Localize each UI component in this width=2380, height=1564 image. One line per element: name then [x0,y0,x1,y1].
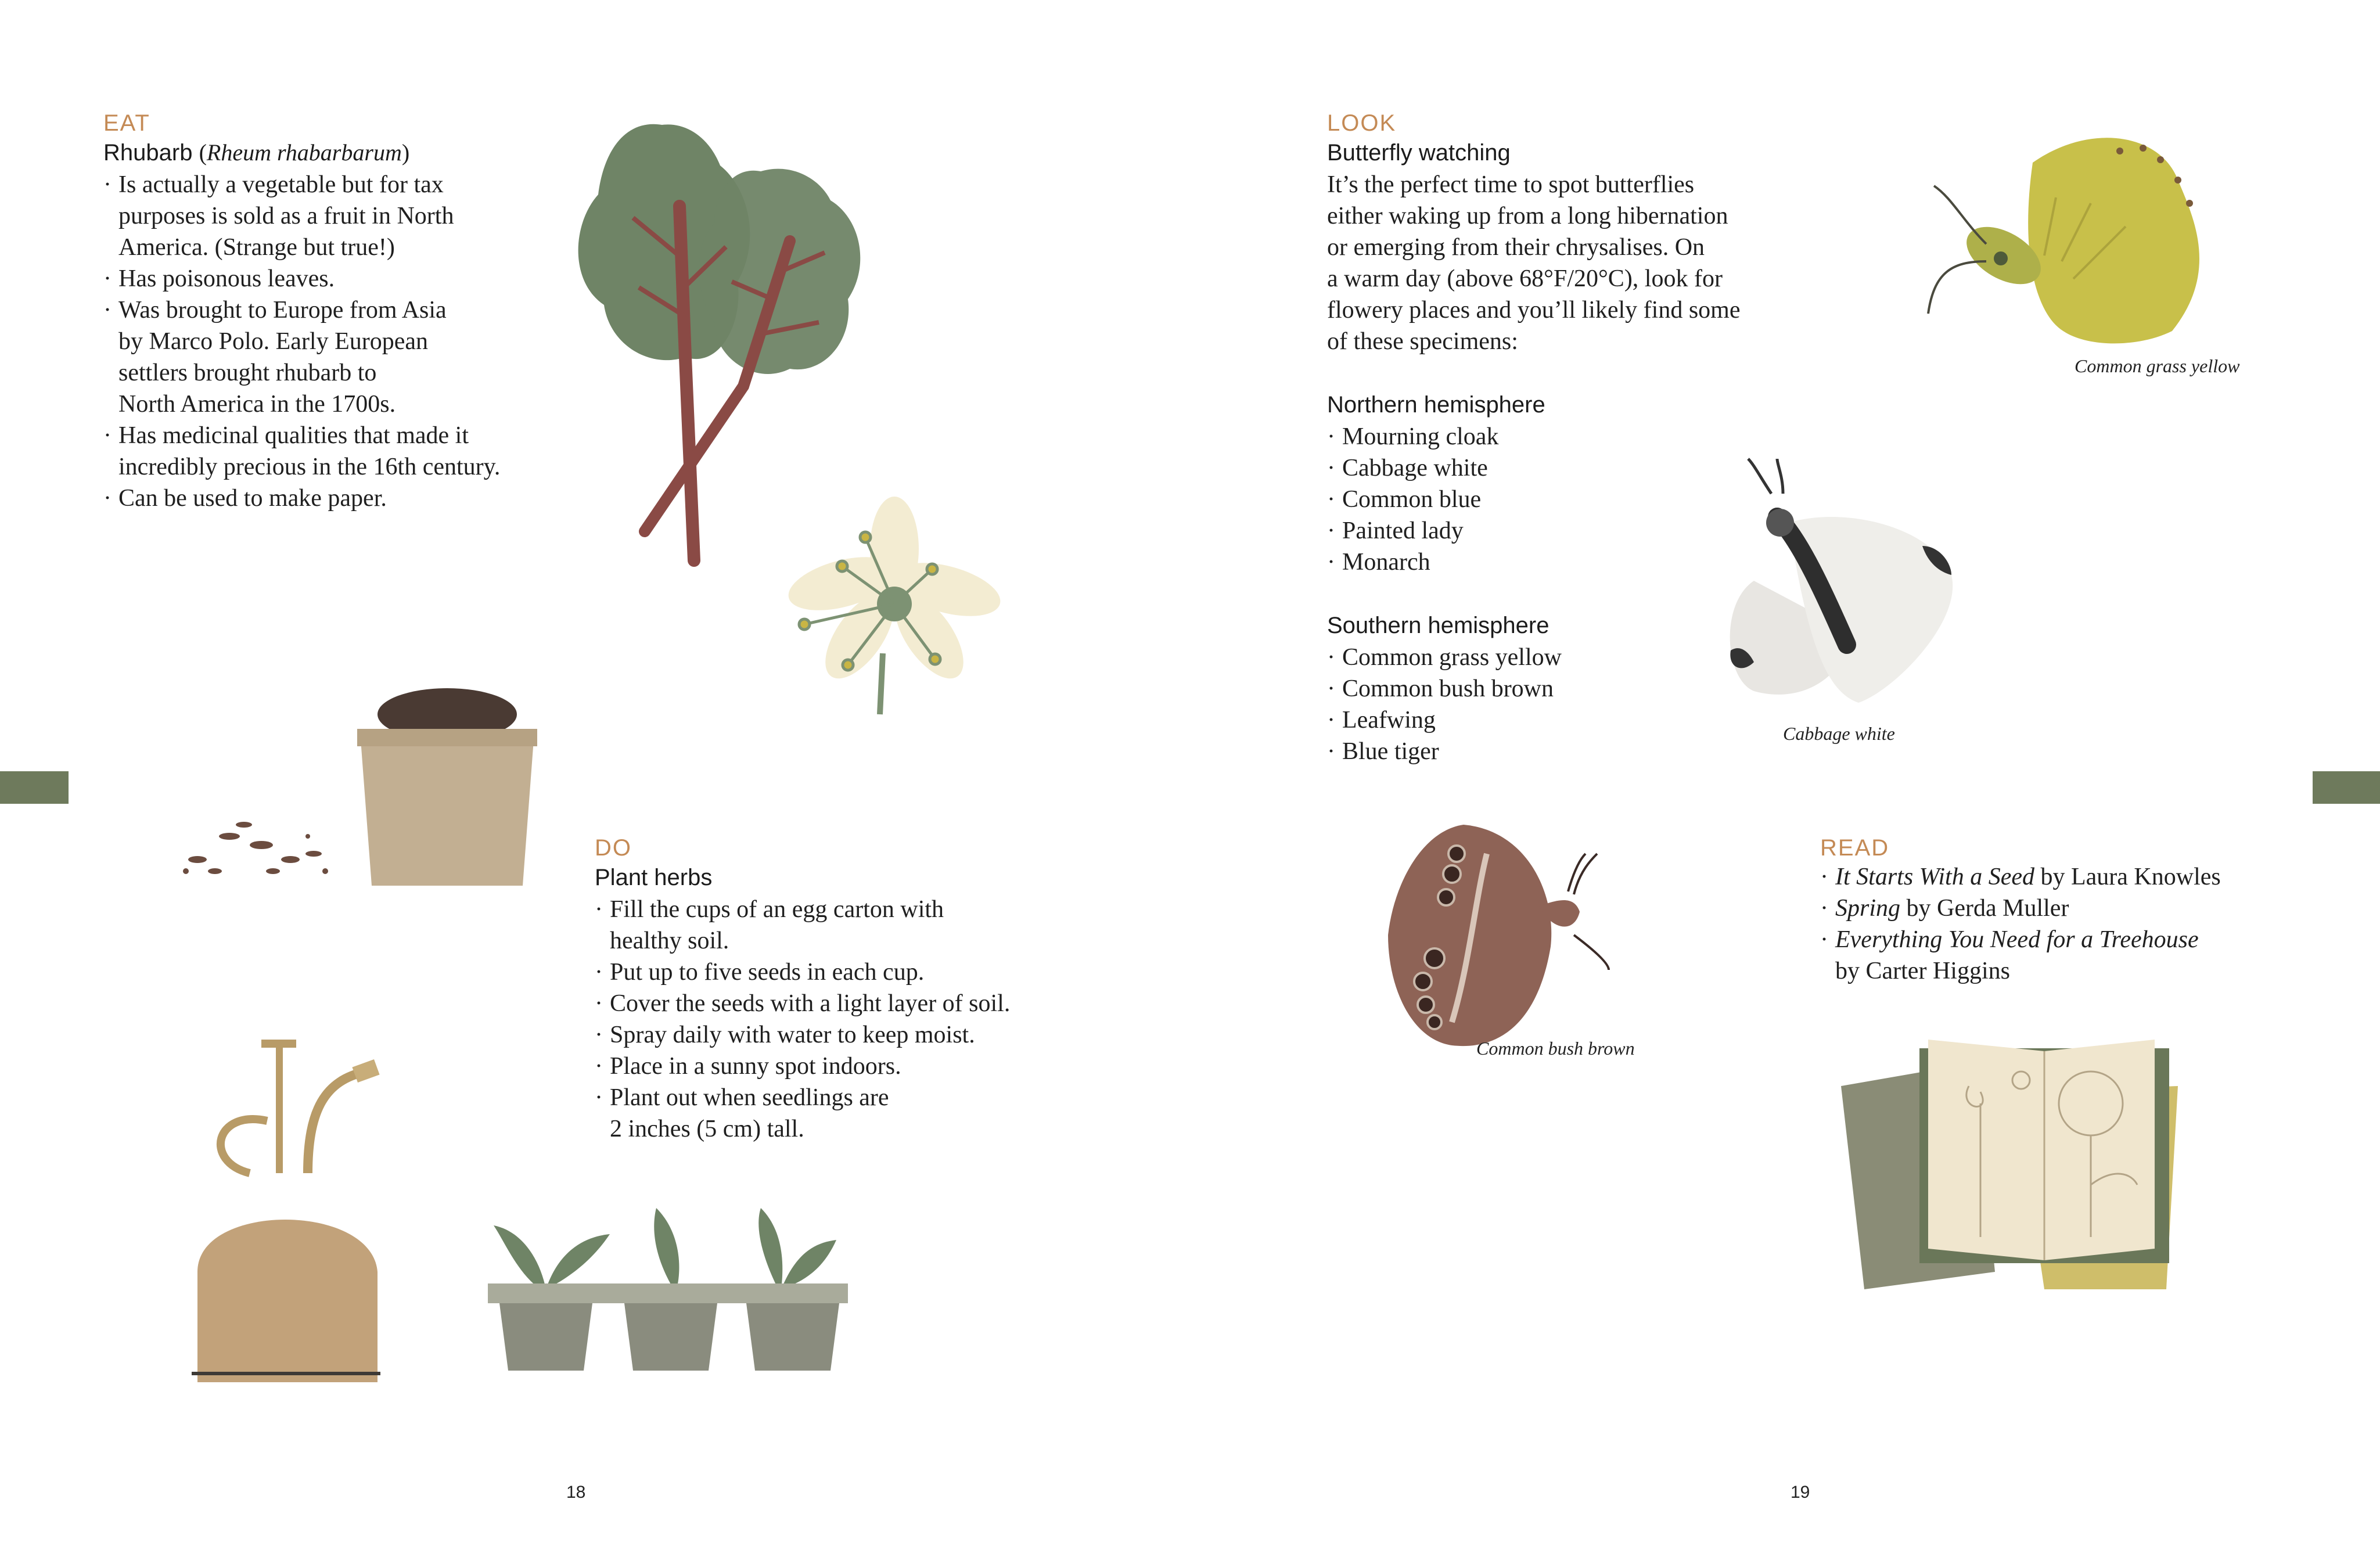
do-section [595,835,1117,1145]
seed-pot-illustration [174,685,546,894]
do-list-item-line: Place in a sunny spot indoors. [610,1053,901,1080]
eat-section [103,110,568,514]
eat-list-item-line: Can be used to make paper. [118,485,387,512]
read-list-item [1820,893,2343,924]
do-subtitle: Plant herbs [595,865,713,890]
eat-list-item-line: Has poisonous leaves. [118,265,335,292]
north-list-item: · Painted lady [1327,515,1850,546]
look-paragraph [1327,169,1850,357]
watering-can-illustration [180,1040,412,1388]
seedling-tray-illustration [482,1185,854,1382]
do-list-item [595,1051,1117,1082]
eat-list-item-line: America. (Strange but true!) [118,234,395,261]
look-subtitle: Butterfly watching [1327,140,1511,166]
eat-list-item [103,169,568,263]
north-list-item: · Mourning cloak [1327,421,1850,452]
eat-list-item [103,294,568,420]
rhubarb-latin: Rheum rhabarbarum [206,139,402,166]
look-paragraph-line: either waking up from a long hibernation [1327,203,1728,229]
read-section [1820,835,2343,987]
book-author: by Gerda Muller [1900,895,2069,922]
page-number-left: 18 [566,1483,586,1502]
do-list-item-line: Spray daily with water to keep moist. [610,1022,975,1048]
eat-list [103,169,568,514]
book-title: Everything You Need for a Treehouse [1835,926,2199,953]
book-title: It Starts With a Seed [1835,864,2034,890]
book-title: Spring [1835,895,1901,922]
do-list-item-line: Put up to five seeds in each cup. [610,959,925,986]
do-list-item-line: healthy soil. [610,927,729,954]
grass-yellow-butterfly [1917,128,2219,360]
do-list-item [595,1019,1117,1051]
look-paragraph-line: a warm day (above 68°F/20°C), look for [1327,265,1723,292]
look-paragraph-line: of these specimens: [1327,328,1518,355]
eat-subtitle: Rhubarb (Rheum rhabarbarum) [103,139,410,166]
do-list-item [595,957,1117,988]
look-paragraph-line: or emerging from their chrysalises. On [1327,234,1705,261]
north-title: Northern hemisphere [1327,392,1545,418]
eat-list-item-line: Has medicinal qualities that made it [118,422,469,449]
do-heading: DO [595,835,632,861]
north-list-item: · Cabbage white [1327,452,1850,484]
eat-list-item [103,420,568,483]
do-list-item-line: Plant out when seedlings are [610,1084,889,1111]
eat-list-item [103,263,568,294]
left-edge-tab [0,771,69,804]
do-list-item [595,988,1117,1019]
open-book-illustration [1841,1040,2236,1295]
south-list-item: · Leafwing [1327,704,1850,736]
book-author: by Laura Knowles [2034,864,2221,890]
right-edge-tab [2313,771,2380,804]
look-paragraph-line: flowery places and you’ll likely find some [1327,297,1741,323]
caption-cabbage-white: Cabbage white [1783,723,1895,744]
flower-illustration [778,497,1011,717]
book-author: by Carter Higgins [1835,958,2010,984]
eat-list-item [103,483,568,514]
north-list-item: · Monarch [1327,546,1850,578]
north-list-item: · Common blue [1327,484,1850,515]
read-list-item [1820,924,2343,987]
do-list-item [595,894,1117,957]
do-list-item-line: Fill the cups of an egg carton with [610,896,944,923]
south-list-item: · Blue tiger [1327,736,1850,767]
do-list-item-line: 2 inches (5 cm) tall. [610,1116,804,1142]
look-heading: LOOK [1327,110,1397,136]
eat-list-item-line: incredibly precious in the 16th century. [118,454,501,480]
look-paragraph-line: It’s the perfect time to spot butterflies [1327,171,1695,198]
do-list-item-line: Cover the seeds with a light layer of soil. [610,990,1011,1017]
do-list-item [595,1082,1117,1145]
caption-grass-yellow: Common grass yellow [2075,355,2240,376]
eat-list-item-line: settlers brought rhubarb to [118,359,377,386]
do-list [595,894,1117,1145]
read-heading: READ [1820,835,1890,861]
read-list-item [1820,861,2343,893]
south-list-item: · Common bush brown [1327,673,1850,704]
rhubarb-name: Rhubarb [103,140,193,166]
south-list-item: · Common grass yellow [1327,642,1850,673]
eat-list-item-line: Is actually a vegetable but for tax [118,171,444,198]
bush-brown-butterfly [1388,819,1632,1051]
eat-list-item-line: by Marco Polo. Early European [118,328,429,355]
cabbage-white-butterfly [1719,459,1963,714]
read-list [1820,861,2343,987]
caption-bush-brown: Common bush brown [1476,1038,1635,1059]
eat-list-item-line: Was brought to Europe from Asia [118,297,447,323]
eat-list-item-line: purposes is sold as a fruit in North [118,203,454,229]
south-title: Southern hemisphere [1327,613,1549,638]
eat-list-item-line: North America in the 1700s. [118,391,396,418]
page-number-right: 19 [1791,1483,1810,1502]
eat-heading: EAT [103,110,150,136]
